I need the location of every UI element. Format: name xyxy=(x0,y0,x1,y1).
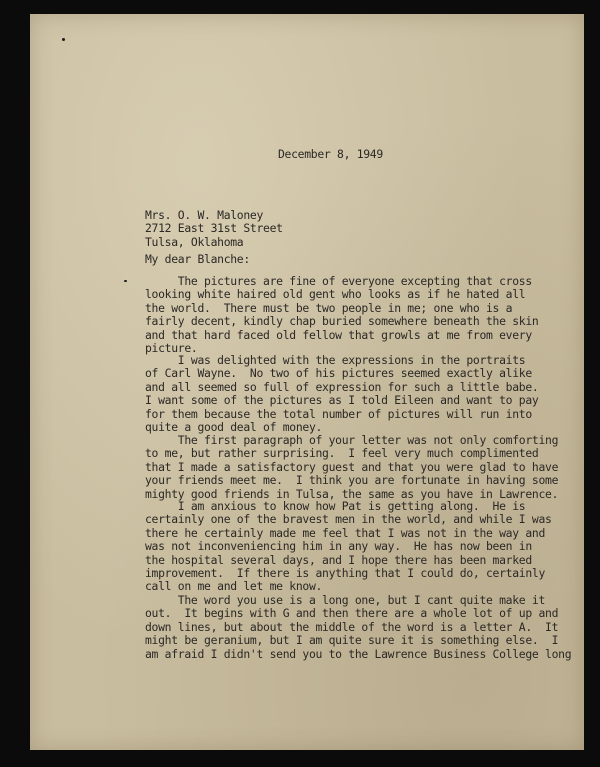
text-line: the hospital several days, and I hope there has been marked xyxy=(145,552,532,567)
recipient-city: Tulsa, Oklahoma xyxy=(145,234,244,249)
text-line: of Carl Wayne. No two of his pictures seemed exactly alike xyxy=(145,366,532,381)
recipient-name: Mrs. O. W. Maloney xyxy=(145,208,264,222)
text-line: The word you use is a long one, but I cant quite make it xyxy=(145,593,546,607)
text-line: am afraid I didn't send you to the Lawrence Business College long xyxy=(145,646,572,661)
text-line: certainly one of the bravest men in the world, and while I was xyxy=(145,512,552,527)
text-line: quite a good deal of money. xyxy=(145,420,323,435)
text-line: picture. xyxy=(145,341,198,356)
letter-date: December 8, 1949 xyxy=(278,147,383,161)
text-line: that I made a satisfactory guest and that you were glad to have xyxy=(145,459,559,474)
text-line: your friends meet me. I think you are fortunate in having some xyxy=(145,473,559,488)
paragraph xyxy=(145,500,600,594)
salutation: My dear Blanche: xyxy=(145,252,250,266)
paragraph xyxy=(145,275,600,355)
text-line: fairly decent, kindly chap buried somewhere beneath the skin xyxy=(145,314,539,329)
recipient-address xyxy=(145,209,283,249)
paragraph xyxy=(145,434,600,501)
ink-speck xyxy=(124,280,127,282)
text-line: looking white haired old gent who looks as if he hated all xyxy=(145,287,526,302)
text-line: improvement. If there is anything that I could do, certainly xyxy=(145,566,546,581)
text-line: and that hard faced old fellow that growls at me from every xyxy=(145,327,532,342)
text-line: and all seemed so full of expression for such a little babe. xyxy=(145,379,539,394)
text-line: there he certainly made me feel that I was not in the way and xyxy=(145,525,546,540)
text-line: might be geranium, but I am quite sure it is something else. I xyxy=(145,633,559,648)
text-line: I was delighted with the expressions in the portraits xyxy=(145,353,526,367)
text-line: call on me and let me know. xyxy=(145,579,323,594)
text-line: out. It begins with G and then there are a whole lot of up and xyxy=(145,606,559,621)
ink-speck xyxy=(62,38,65,41)
recipient-street: 2712 East 31st Street xyxy=(145,221,283,236)
text-line: I am anxious to know how Pat is getting along. He is xyxy=(145,499,526,513)
text-line: I want some of the pictures as I told Eileen and want to pay xyxy=(145,393,539,408)
paragraph xyxy=(145,354,600,434)
text-line: The pictures are fine of everyone excepting that cross xyxy=(145,274,532,288)
text-line: for them because the total number of pictures will run into xyxy=(145,406,532,421)
text-line: was not inconveniencing him in any way. He has now been in xyxy=(145,539,532,554)
text-line: mighty good friends in Tulsa, the same as you have in Lawrence. xyxy=(145,486,559,501)
text-line: the world. There must be two people in me; one who is a xyxy=(145,300,513,315)
paragraph xyxy=(145,594,600,661)
text-line: The first paragraph of your letter was not only comforting xyxy=(145,433,559,447)
text-line: to me, but rather surprising. I feel very much complimented xyxy=(145,446,539,461)
letter-page xyxy=(30,14,584,750)
text-line: down lines, but about the middle of the word is a letter A. It xyxy=(145,619,559,634)
